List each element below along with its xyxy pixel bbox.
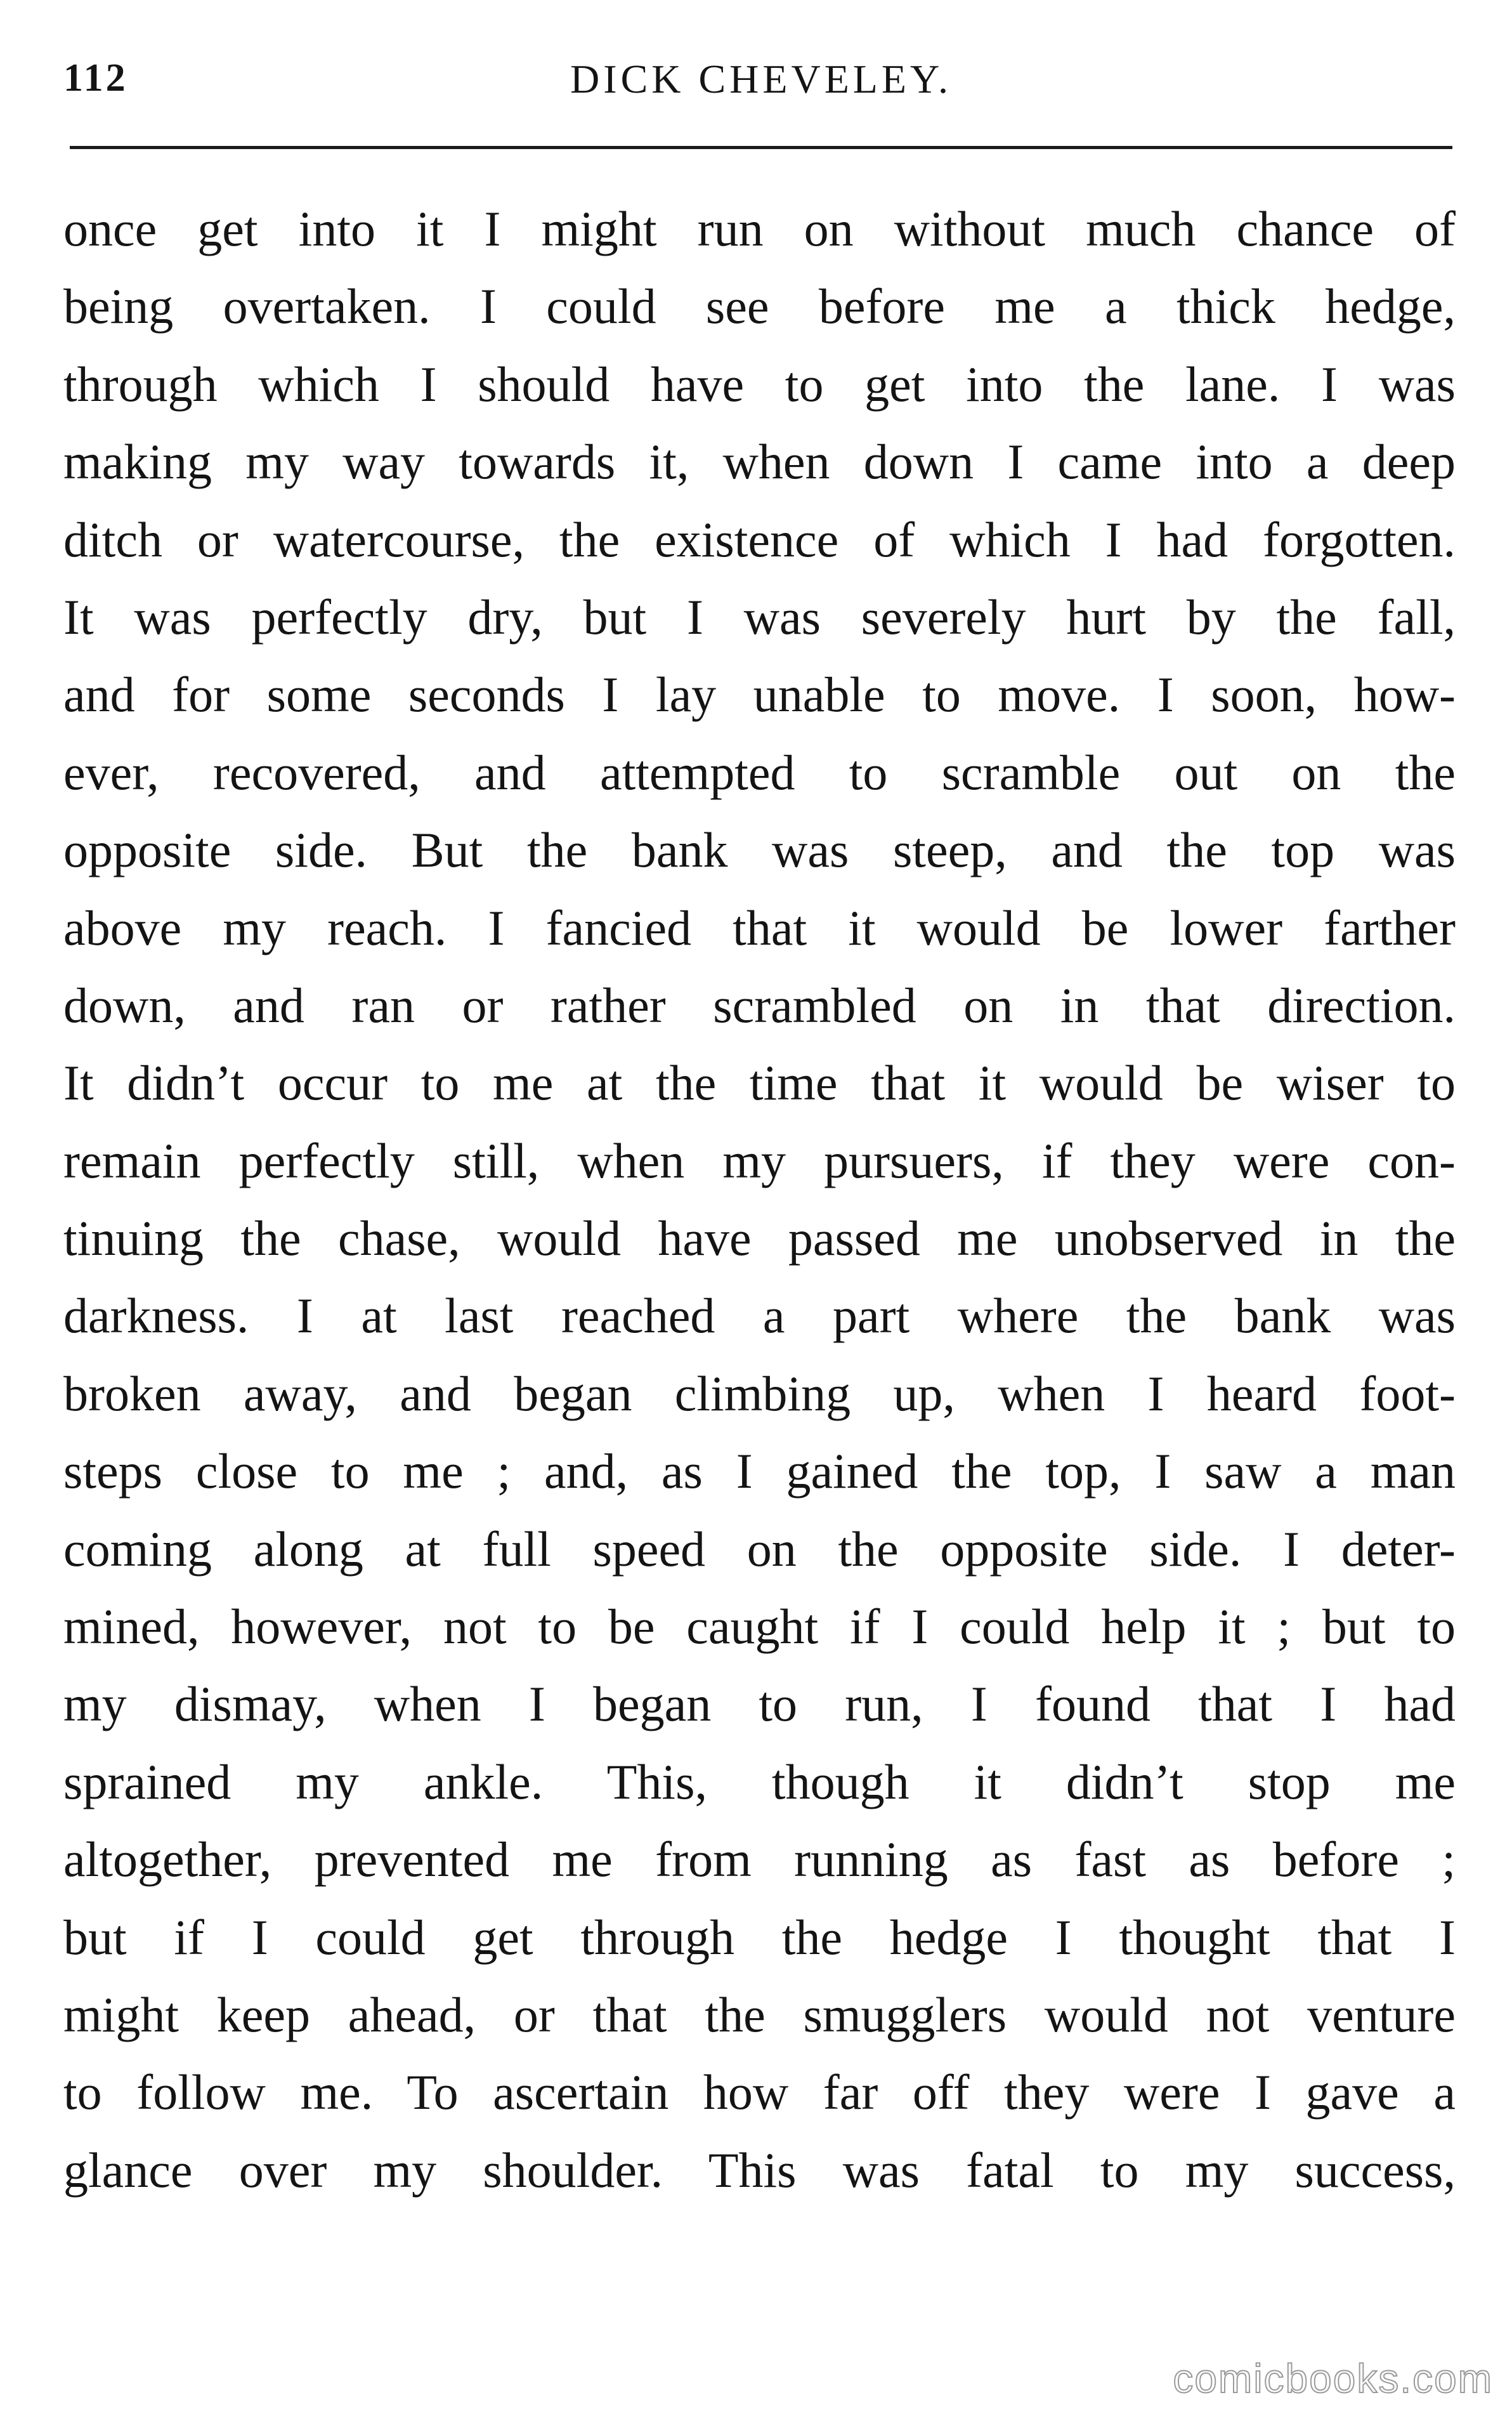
text-line: glance over my shoulder. This was fatal to my success, bbox=[63, 2142, 1456, 2198]
text-line: making my way towards it, when down I came into a deep bbox=[63, 434, 1456, 490]
text-line: down, and ran or rather scrambled on in that direction. bbox=[63, 977, 1456, 1033]
body-text bbox=[63, 190, 1456, 2209]
header-rule bbox=[70, 146, 1452, 149]
text-line: ditch or watercourse, the existence of which I had forgotten. bbox=[63, 511, 1456, 567]
text-line: my dismay, when I began to run, I found that I had bbox=[63, 1676, 1456, 1732]
text-line: ever, recovered, and attempted to scramble out on the bbox=[63, 744, 1456, 800]
text-line: above my reach. I fancied that it would be lower farther bbox=[63, 900, 1456, 955]
text-line: being overtaken. I could see before me a thick hedge, bbox=[63, 279, 1456, 334]
text-line: through which I should have to get into the lane. I was bbox=[63, 356, 1456, 412]
running-title: DICK CHEVELEY. bbox=[570, 56, 952, 102]
text-line: steps close to me ; and, as I gained the top, I saw a man bbox=[63, 1443, 1456, 1499]
text-line: altogether, prevented me from running as fast as before ; bbox=[63, 1832, 1456, 1887]
text-line: broken away, and began climbing up, when I heard foot- bbox=[63, 1365, 1456, 1421]
text-line: It was perfectly dry, but I was severely hurt by the fall, bbox=[63, 589, 1456, 645]
text-line: coming along at full speed on the opposite side. I deter- bbox=[63, 1521, 1456, 1577]
text-line: might keep ahead, or that the smugglers would not venture bbox=[63, 1986, 1456, 2042]
text-line: It didn’t occur to me at the time that it would be wiser to bbox=[63, 1055, 1456, 1111]
text-line: tinuing the chase, would have passed me unobserved in the bbox=[63, 1210, 1456, 1266]
running-head bbox=[63, 56, 1459, 113]
text-line: and for some seconds I lay unable to move. I soon, how- bbox=[63, 667, 1456, 723]
page-number: 112 bbox=[63, 56, 128, 100]
watermark: comicbooks.com bbox=[1173, 2356, 1493, 2401]
text-line: once get into it I might run on without much chance of bbox=[63, 201, 1456, 256]
text-line: darkness. I at last reached a part where the bank was bbox=[63, 1288, 1456, 1344]
text-line: but if I could get through the hedge I thought that I bbox=[63, 1909, 1456, 1965]
text-line: mined, however, not to be caught if I could help it ; but to bbox=[63, 1599, 1456, 1655]
text-line: sprained my ankle. This, though it didn’t stop me bbox=[63, 1754, 1456, 1809]
text-line: remain perfectly still, when my pursuers, if they were con- bbox=[63, 1132, 1456, 1188]
text-line: to follow me. To ascertain how far off they were I gave a bbox=[63, 2064, 1456, 2120]
text-line: opposite side. But the bank was steep, and the top was bbox=[63, 822, 1456, 878]
